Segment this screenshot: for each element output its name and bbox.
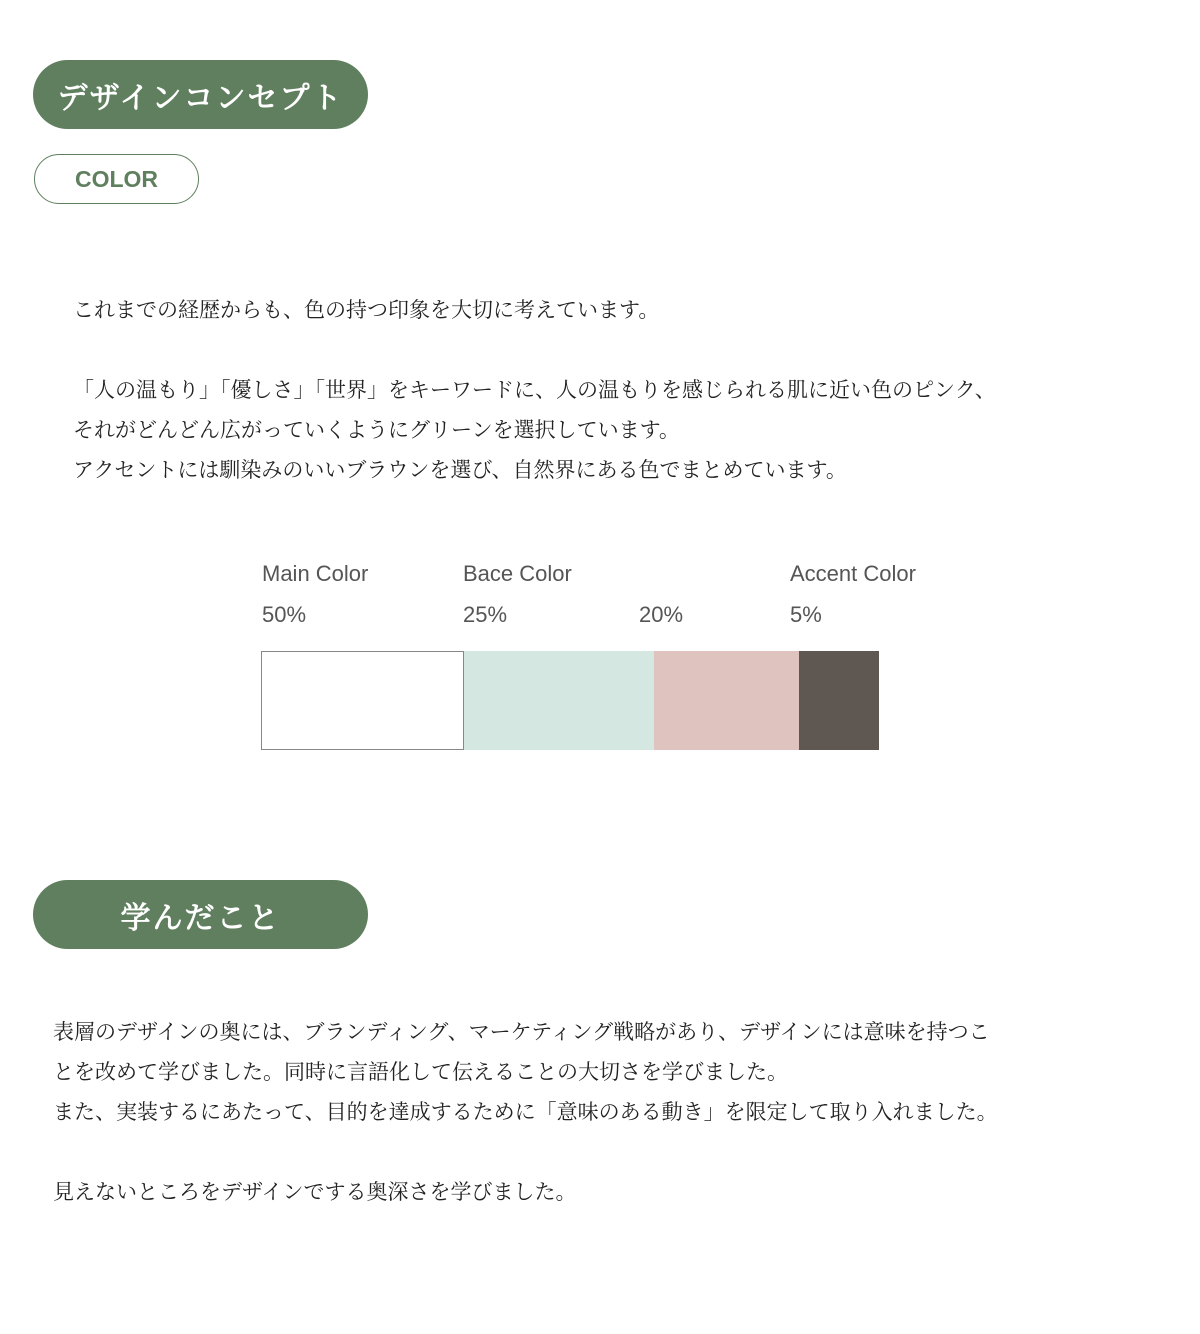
base-color-percent: 25% — [463, 602, 508, 627]
accent-color-label: Accent Color — [790, 561, 916, 586]
color-badge: COLOR — [34, 154, 199, 204]
concept-intro-text: これまでの経歴からも、色の持つ印象を大切に考えています。 — [73, 298, 660, 322]
accent-color-swatch — [799, 651, 879, 750]
main-color-label: Main Color — [262, 561, 369, 586]
learned-text-line: とを改めて学びました。同時に言語化して伝えることの大切さを学びました。 — [53, 1060, 788, 1084]
concept-text-line: アクセントには馴染みのいいブラウンを選び、自然界にある色でまとめています。 — [73, 458, 847, 482]
learned-text-line: 見えないところをデザインでする奥深さを学びました。 — [53, 1180, 577, 1204]
learned-heading: 学んだこと — [33, 880, 368, 949]
learned-text-line: また、実装するにあたって、目的を達成するために「意味のある動き」を限定して取り入れました。 — [53, 1100, 998, 1124]
concept-text-line: それがどんどん広がっていくようにグリーンを選択しています。 — [73, 418, 680, 442]
main-color-swatch — [261, 651, 464, 750]
base-color-label: Bace Color — [463, 561, 572, 586]
concept-text-line: 「人の温もり」「優しさ」「世界」をキーワードに、人の温もりを感じられる肌に近い色のピンク、 — [73, 378, 996, 402]
design-concept-heading: デザインコンセプト — [33, 60, 368, 129]
learned-text-line: 表層のデザインの奥には、ブランディング、マーケティング戦略があり、デザインには意味を持つこ — [53, 1020, 990, 1044]
learned-paragraph — [53, 1012, 998, 1212]
pink-color-percent: 20% — [639, 602, 684, 627]
main-color-percent: 50% — [262, 602, 307, 627]
pink-color-swatch — [654, 651, 799, 750]
base-color-swatch — [464, 651, 654, 750]
concept-paragraph — [73, 370, 996, 490]
accent-color-percent: 5% — [790, 602, 822, 627]
